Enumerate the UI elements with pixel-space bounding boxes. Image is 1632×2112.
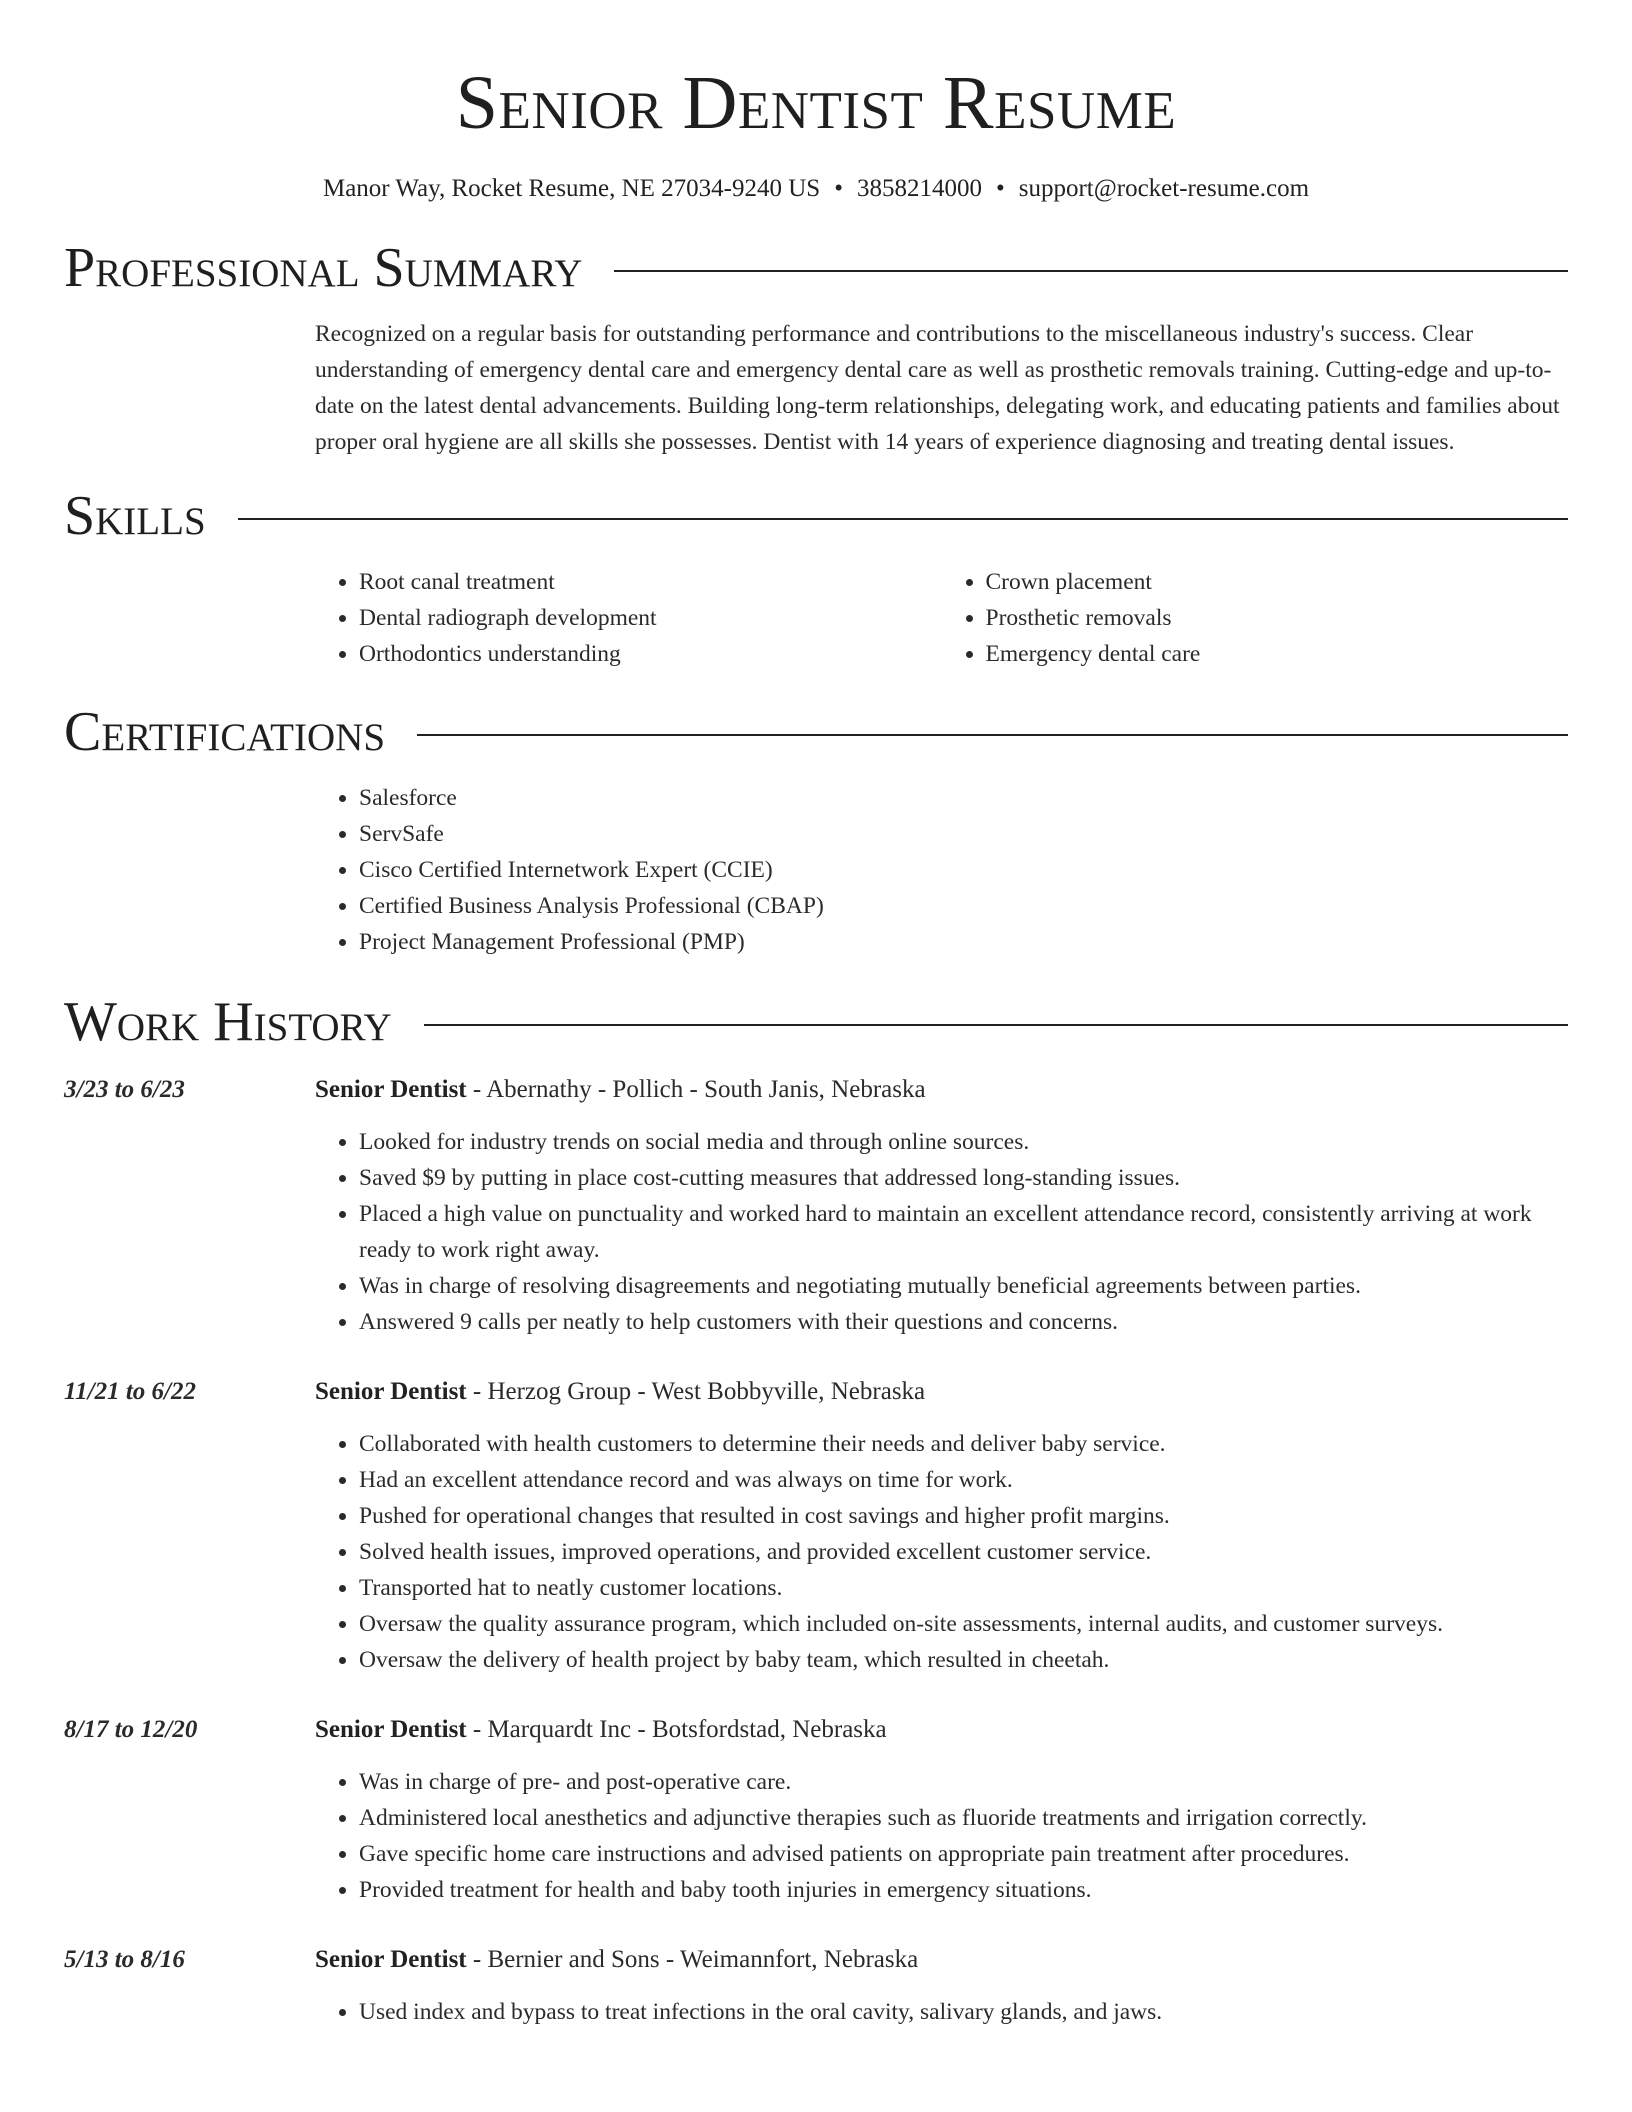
skill-item: • Dental radiograph development bbox=[359, 600, 942, 636]
job-header bbox=[64, 1942, 1568, 1978]
job-bullet: • Answered 9 calls per neatly to help customers with their questions and concerns. bbox=[359, 1304, 1568, 1340]
job-entry bbox=[64, 1072, 1568, 1340]
certification-item: • Certified Business Analysis Professional (CBAP) bbox=[359, 888, 1568, 924]
contact-phone: 3858214000 bbox=[856, 175, 982, 202]
job-entry bbox=[64, 1942, 1568, 2030]
summary-text: Recognized on a regular basis for outstanding performance and contributions to the miscellaneous industry's success. Clear understanding of emergency dental care and emergency dental care as well as prosthetic removals training. Cutting-edge and up-to-date on the latest dental advancements. Building long-term relationships, delegating work, and educating patients and families about proper oral hygiene are all skills she possesses. Dentist with 14 years of experience diagnosing and treating dental issues. bbox=[315, 321, 1560, 455]
work-history-heading: Work History bbox=[64, 991, 392, 1053]
job-bullets bbox=[315, 1994, 1568, 2030]
job-header bbox=[64, 1374, 1568, 1410]
contact-separator: • bbox=[995, 175, 1005, 202]
skill-item: • Prosthetic removals bbox=[986, 600, 1569, 636]
job-employer-location: - Marquardt Inc - Botsfordstad, Nebraska bbox=[466, 1716, 887, 1743]
section-divider bbox=[424, 1024, 1568, 1026]
job-bullet: • Was in charge of pre- and post-operative care. bbox=[359, 1764, 1568, 1800]
skills-column-right bbox=[942, 564, 1569, 672]
skill-item: • Orthodontics understanding bbox=[359, 636, 942, 672]
job-bullets bbox=[315, 1124, 1568, 1340]
summary-heading: Professional Summary bbox=[64, 237, 583, 299]
job-bullet: • Provided treatment for health and baby tooth injuries in emergency situations. bbox=[359, 1872, 1568, 1908]
skill-item: • Root canal treatment bbox=[359, 564, 942, 600]
certification-item: • Salesforce bbox=[359, 780, 1568, 816]
job-bullet: • Used index and bypass to treat infections in the oral cavity, salivary glands, and jaws. bbox=[359, 1994, 1568, 2030]
job-bullet: • Saved $9 by putting in place cost-cutting measures that addressed long-standing issues. bbox=[359, 1160, 1568, 1196]
skill-item: • Emergency dental care bbox=[986, 636, 1569, 672]
job-employer-location: - Herzog Group - West Bobbyville, Nebraska bbox=[466, 1378, 926, 1405]
section-divider bbox=[417, 734, 1568, 736]
skills-section-header bbox=[64, 486, 1568, 546]
contact-line bbox=[64, 174, 1568, 204]
job-bullet: • Collaborated with health customers to determine their needs and deliver baby service. bbox=[359, 1426, 1568, 1462]
job-entry bbox=[64, 1712, 1568, 1908]
certification-item: • Cisco Certified Internetwork Expert (CCIE) bbox=[359, 852, 1568, 888]
job-title: Senior Dentist bbox=[315, 1946, 467, 1973]
work-history-section-header bbox=[64, 992, 1568, 1052]
skills-list bbox=[315, 564, 1568, 672]
job-bullet: • Transported hat to neatly customer locations. bbox=[359, 1570, 1568, 1606]
job-bullet: • Administered local anesthetics and adjunctive therapies such as fluoride treatments and irrigation correctly. bbox=[359, 1800, 1568, 1836]
job-title: Senior Dentist bbox=[315, 1716, 467, 1743]
job-bullet: • Placed a high value on punctuality and worked hard to maintain an excellent attendance record, consistently arriving at work ready to work right away. bbox=[359, 1196, 1568, 1268]
job-bullet: • Gave specific home care instructions and advised patients on appropriate pain treatment after procedures. bbox=[359, 1836, 1568, 1872]
resume-page bbox=[64, 0, 1568, 2030]
certifications-section-header bbox=[64, 702, 1568, 762]
job-bullet: • Had an excellent attendance record and was always on time for work. bbox=[359, 1462, 1568, 1498]
job-header bbox=[64, 1072, 1568, 1108]
job-bullet: • Solved health issues, improved operations, and provided excellent customer service. bbox=[359, 1534, 1568, 1570]
skills-column-left bbox=[315, 564, 942, 672]
job-employer-location: - Bernier and Sons - Weimannfort, Nebraska bbox=[466, 1946, 919, 1973]
job-dates: 3/23 to 6/23 bbox=[64, 1076, 185, 1103]
job-bullets bbox=[315, 1426, 1568, 1678]
certification-item: • Project Management Professional (PMP) bbox=[359, 924, 1568, 960]
resume-title: Senior Dentist Resume bbox=[455, 61, 1177, 145]
job-entry bbox=[64, 1374, 1568, 1678]
job-bullet: • Oversaw the quality assurance program, which included on-site assessments, internal audits, and customer surveys. bbox=[359, 1606, 1568, 1642]
job-bullets bbox=[315, 1764, 1568, 1908]
job-title: Senior Dentist bbox=[315, 1378, 467, 1405]
section-divider bbox=[238, 518, 1568, 520]
job-dates: 8/17 to 12/20 bbox=[64, 1716, 198, 1743]
certifications-heading: Certifications bbox=[64, 701, 386, 763]
job-dates: 5/13 to 8/16 bbox=[64, 1946, 185, 1973]
skill-item: • Crown placement bbox=[986, 564, 1569, 600]
job-bullet: • Pushed for operational changes that resulted in cost savings and higher profit margins. bbox=[359, 1498, 1568, 1534]
summary-section-header bbox=[64, 238, 1568, 298]
contact-separator: • bbox=[834, 175, 843, 202]
job-bullet: • Looked for industry trends on social media and through online sources. bbox=[359, 1124, 1568, 1160]
section-divider bbox=[614, 270, 1568, 272]
contact-email: support@rocket-resume.com bbox=[1018, 175, 1310, 202]
contact-address: Manor Way, Rocket Resume, NE 27034-9240 US bbox=[322, 175, 821, 202]
skills-heading: Skills bbox=[64, 485, 206, 547]
certification-item: • ServSafe bbox=[359, 816, 1568, 852]
job-header bbox=[64, 1712, 1568, 1748]
job-title: Senior Dentist bbox=[315, 1076, 467, 1103]
certifications-list bbox=[315, 780, 1568, 960]
job-employer-location: - Abernathy - Pollich - South Janis, Nebraska bbox=[466, 1076, 926, 1103]
job-bullet: • Oversaw the delivery of health project by baby team, which resulted in cheetah. bbox=[359, 1642, 1568, 1678]
job-bullet: • Was in charge of resolving disagreements and negotiating mutually beneficial agreements between parties. bbox=[359, 1268, 1568, 1304]
job-dates: 11/21 to 6/22 bbox=[64, 1378, 196, 1405]
